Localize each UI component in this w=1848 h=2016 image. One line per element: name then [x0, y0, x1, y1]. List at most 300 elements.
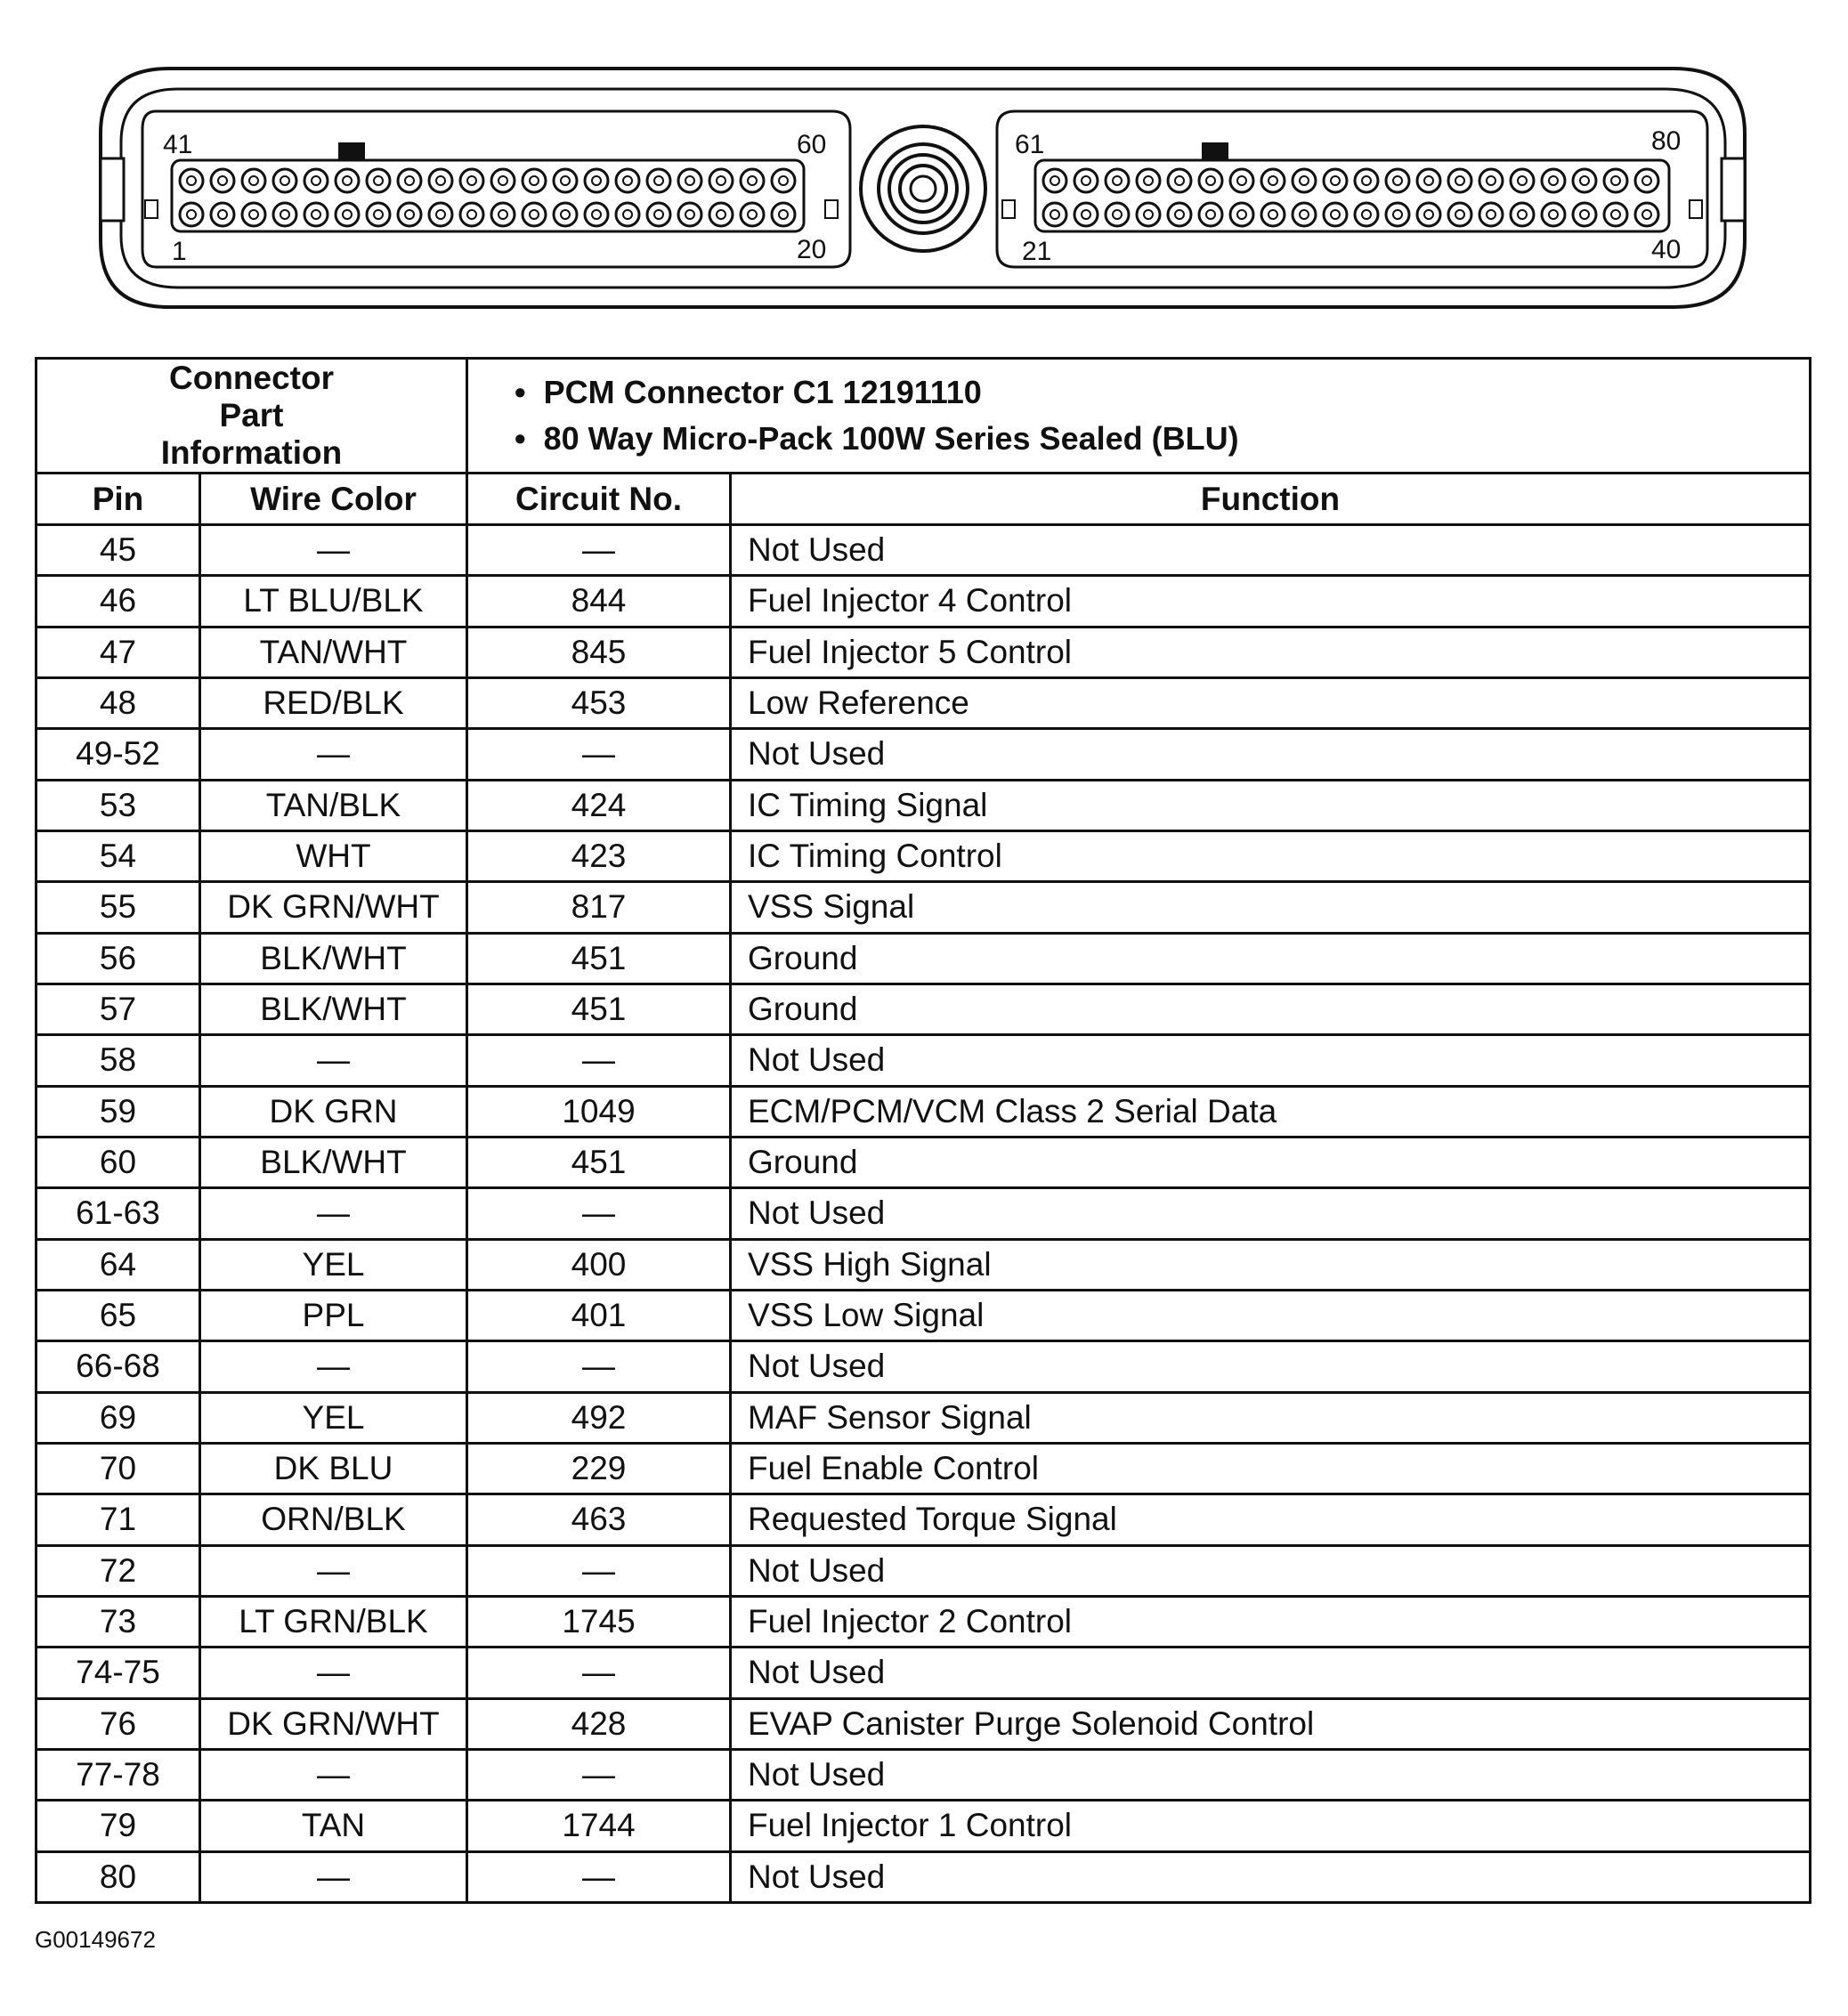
- cell-function: Ground: [731, 984, 1811, 1034]
- cell-circuit: —: [467, 1648, 731, 1698]
- pin-contact: [1082, 210, 1090, 219]
- pin-cavity: [678, 203, 701, 226]
- pin-contact: [1331, 210, 1340, 219]
- pin-cavity: [367, 203, 390, 226]
- pin-contact: [1549, 210, 1558, 219]
- pin-cavity: [616, 203, 639, 226]
- cell-wire-color: BLK/WHT: [200, 933, 467, 984]
- cell-wire-color: DK GRN: [200, 1086, 467, 1137]
- pin-contact: [1393, 210, 1402, 219]
- table-row: [36, 677, 1811, 728]
- pin-cavity: [1386, 169, 1409, 192]
- pin-cavity: [1542, 203, 1565, 226]
- pin-contact: [187, 176, 196, 185]
- housing-inner-outline: [121, 89, 1725, 287]
- left-latch: [101, 158, 124, 221]
- pin-cavity: [1635, 169, 1658, 192]
- cell-function: MAF Sensor Signal: [731, 1392, 1811, 1443]
- pin-contact: [1518, 176, 1527, 185]
- pin-contact: [685, 176, 694, 185]
- table-row: [36, 1086, 1811, 1137]
- cell-circuit: —: [467, 1341, 731, 1392]
- pin-cavity: [709, 203, 733, 226]
- cell-function: Not Used: [731, 729, 1811, 780]
- cell-wire-color: LT BLU/BLK: [200, 576, 467, 627]
- pin-cavity: [1417, 169, 1440, 192]
- cell-wire-color: LT GRN/BLK: [200, 1596, 467, 1647]
- pin-contact: [1455, 176, 1464, 185]
- pin-contact: [1082, 176, 1090, 185]
- table-row: [36, 1648, 1811, 1698]
- pin-contact: [343, 176, 352, 185]
- pin-cavity: [1417, 203, 1440, 226]
- pin-cavity: [242, 203, 265, 226]
- pin-contact: [561, 210, 570, 219]
- cell-function: Fuel Injector 5 Control: [731, 627, 1811, 677]
- cell-wire-color: YEL: [200, 1239, 467, 1290]
- pin-cavity: [1074, 203, 1098, 226]
- pin-contact: [623, 210, 632, 219]
- pin-cavity: [180, 203, 203, 226]
- table-row: [36, 1851, 1811, 1902]
- pin-cavity: [1324, 169, 1347, 192]
- cell-function: Fuel Enable Control: [731, 1443, 1811, 1494]
- table-row: [36, 576, 1811, 627]
- connector-part-info-heading: Connector Part Information: [36, 359, 467, 474]
- pin-contact: [1144, 210, 1153, 219]
- cell-wire-color: WHT: [200, 830, 467, 881]
- pin-contact: [530, 210, 539, 219]
- cell-function: Not Used: [731, 525, 1811, 576]
- cell-pin: 74-75: [36, 1648, 200, 1698]
- cell-function: Ground: [731, 933, 1811, 984]
- pin-cavity: [1261, 203, 1285, 226]
- cell-function: Not Used: [731, 1851, 1811, 1902]
- cell-pin: 70: [36, 1443, 200, 1494]
- cell-pin: 55: [36, 882, 200, 933]
- pin-contact: [1206, 176, 1215, 185]
- pin-cavity: [741, 169, 764, 192]
- cell-wire-color: —: [200, 1648, 467, 1698]
- pin-cavity: [1168, 169, 1191, 192]
- pin-contact: [1113, 210, 1122, 219]
- pin-cavity: [1448, 169, 1471, 192]
- housing-outline: [101, 69, 1745, 307]
- center-bolt-hole: [911, 176, 936, 201]
- table-row: [36, 1596, 1811, 1647]
- pin-contact: [1362, 176, 1371, 185]
- pin-contact: [748, 176, 757, 185]
- pin-cavity: [709, 169, 733, 192]
- connector-diagram: [0, 0, 1848, 320]
- label-pin-40: 40: [1651, 235, 1682, 264]
- table-row: [36, 627, 1811, 677]
- cell-circuit: 401: [467, 1290, 731, 1340]
- cell-function: Not Used: [731, 1188, 1811, 1239]
- cell-pin: 58: [36, 1035, 200, 1086]
- pin-cavity: [304, 169, 328, 192]
- cell-function: Not Used: [731, 1545, 1811, 1596]
- pin-contact: [1642, 176, 1651, 185]
- pin-cavity: [1043, 203, 1066, 226]
- pin-cavity: [523, 169, 546, 192]
- cell-wire-color: ORN/BLK: [200, 1494, 467, 1545]
- pin-contact: [779, 210, 788, 219]
- cell-function: Not Used: [731, 1341, 1811, 1392]
- table-row: [36, 1239, 1811, 1290]
- cell-pin: 72: [36, 1545, 200, 1596]
- pin-cavity: [1542, 169, 1565, 192]
- pin-cavity: [336, 169, 359, 192]
- cell-wire-color: —: [200, 1188, 467, 1239]
- cell-circuit: 453: [467, 677, 731, 728]
- pin-contact: [1206, 210, 1215, 219]
- cell-wire-color: —: [200, 729, 467, 780]
- cell-circuit: 1049: [467, 1086, 731, 1137]
- cell-function: Ground: [731, 1137, 1811, 1187]
- pin-cavity: [367, 169, 390, 192]
- label-pin-61: 61: [1015, 130, 1045, 159]
- cell-pin: 73: [36, 1596, 200, 1647]
- cell-wire-color: TAN: [200, 1801, 467, 1851]
- pin-cavity: [273, 169, 296, 192]
- pin-contact: [1424, 210, 1433, 219]
- cell-circuit: —: [467, 1545, 731, 1596]
- cell-pin: 45: [36, 525, 200, 576]
- pin-contact: [1268, 210, 1277, 219]
- pin-contact: [405, 176, 414, 185]
- col-header-pin: Pin: [36, 474, 200, 525]
- pin-contact: [1611, 210, 1620, 219]
- cell-circuit: 451: [467, 1137, 731, 1187]
- pin-contact: [1611, 176, 1620, 185]
- cell-pin: 60: [36, 1137, 200, 1187]
- table-row: [36, 1749, 1811, 1800]
- cell-wire-color: BLK/WHT: [200, 1137, 467, 1187]
- pin-cavity: [460, 203, 483, 226]
- pin-cavity: [772, 203, 795, 226]
- pin-contact: [1518, 210, 1527, 219]
- cell-circuit: —: [467, 729, 731, 780]
- cell-function: EVAP Canister Purge Solenoid Control: [731, 1698, 1811, 1749]
- pin-cavity: [1604, 169, 1627, 192]
- pin-contact: [343, 210, 352, 219]
- pin-cavity: [772, 169, 795, 192]
- cell-circuit: —: [467, 1851, 731, 1902]
- table-row: [36, 1341, 1811, 1392]
- pin-cavity: [1604, 203, 1627, 226]
- cell-pin: 66-68: [36, 1341, 200, 1392]
- cell-circuit: 424: [467, 780, 731, 830]
- cell-function: VSS High Signal: [731, 1239, 1811, 1290]
- pin-contact: [218, 176, 227, 185]
- pin-contact: [1393, 176, 1402, 185]
- cell-function: Not Used: [731, 1749, 1811, 1800]
- center-bolt-ring: [879, 144, 968, 233]
- info-item: • PCM Connector C1 12191110: [515, 369, 1809, 416]
- pin-contact: [1580, 210, 1589, 219]
- label-pin-41: 41: [163, 130, 193, 159]
- cell-circuit: 845: [467, 627, 731, 677]
- cell-circuit: 844: [467, 576, 731, 627]
- cell-wire-color: DK BLU: [200, 1443, 467, 1494]
- cell-circuit: 463: [467, 1494, 731, 1545]
- label-pin-60: 60: [797, 130, 827, 159]
- col-header-circuit: Circuit No.: [467, 474, 731, 525]
- left-side-notch-b: [825, 200, 838, 218]
- cell-circuit: —: [467, 525, 731, 576]
- pin-cavity: [491, 203, 515, 226]
- table-row: [36, 882, 1811, 933]
- right-side-notch-a: [1002, 200, 1015, 218]
- pin-cavity: [398, 169, 421, 192]
- pin-cavity: [1479, 169, 1503, 192]
- cell-circuit: 423: [467, 830, 731, 881]
- pin-contact: [1268, 176, 1277, 185]
- pin-contact: [249, 176, 258, 185]
- cell-wire-color: —: [200, 1545, 467, 1596]
- pin-contact: [1175, 176, 1184, 185]
- pin-contact: [1144, 176, 1153, 185]
- label-pin-80: 80: [1651, 126, 1682, 156]
- pin-cavity: [1635, 203, 1658, 226]
- cell-circuit: 451: [467, 933, 731, 984]
- cell-wire-color: TAN/BLK: [200, 780, 467, 830]
- cell-pin: 69: [36, 1392, 200, 1443]
- pin-contact: [436, 176, 445, 185]
- pin-cavity: [554, 203, 577, 226]
- cell-pin: 64: [36, 1239, 200, 1290]
- pin-contact: [312, 210, 320, 219]
- pin-contact: [1300, 210, 1309, 219]
- right-side-notch-b: [1690, 200, 1702, 218]
- pin-contact: [498, 210, 507, 219]
- pin-cavity: [1106, 169, 1129, 192]
- pin-cavity: [585, 169, 608, 192]
- cell-circuit: 428: [467, 1698, 731, 1749]
- pinout-table: [35, 357, 1812, 1904]
- pin-contact: [1487, 210, 1495, 219]
- pin-cavity: [1106, 203, 1129, 226]
- pin-contact: [561, 176, 570, 185]
- pin-contact: [1362, 210, 1371, 219]
- pin-contact: [1424, 176, 1433, 185]
- pin-contact: [654, 210, 663, 219]
- cell-pin: 47: [36, 627, 200, 677]
- table-row: [36, 933, 1811, 984]
- table-row: [36, 1035, 1811, 1086]
- cell-pin: 80: [36, 1851, 200, 1902]
- figure-id: G00149672: [35, 1926, 156, 1953]
- pin-contact: [530, 176, 539, 185]
- pin-cavity: [304, 203, 328, 226]
- pin-contact: [280, 210, 289, 219]
- pin-contact: [312, 176, 320, 185]
- cell-function: Fuel Injector 2 Control: [731, 1596, 1811, 1647]
- table-row: [36, 525, 1811, 576]
- center-bolt-ring-3: [900, 166, 946, 212]
- pin-cavity: [523, 203, 546, 226]
- pin-cavity: [1511, 169, 1534, 192]
- pin-cavity: [1479, 203, 1503, 226]
- cell-circuit: 492: [467, 1392, 731, 1443]
- pin-contact: [1549, 176, 1558, 185]
- pin-contact: [592, 210, 601, 219]
- pin-cavity: [741, 203, 764, 226]
- pin-cavity: [1511, 203, 1534, 226]
- cell-wire-color: DK GRN/WHT: [200, 1698, 467, 1749]
- pin-cavity: [1137, 169, 1160, 192]
- cell-function: VSS Low Signal: [731, 1290, 1811, 1340]
- pin-cavity: [1199, 169, 1222, 192]
- pin-contact: [717, 210, 725, 219]
- pin-contact: [1642, 210, 1651, 219]
- pin-cavity: [211, 169, 234, 192]
- table-row: [36, 1698, 1811, 1749]
- cell-circuit: —: [467, 1035, 731, 1086]
- table-row: [36, 1545, 1811, 1596]
- cell-wire-color: TAN/WHT: [200, 627, 467, 677]
- pin-contact: [498, 176, 507, 185]
- cell-wire-color: RED/BLK: [200, 677, 467, 728]
- pin-contact: [405, 210, 414, 219]
- cell-pin: 77-78: [36, 1749, 200, 1800]
- pin-cavity: [1074, 169, 1098, 192]
- pin-cavity: [1137, 203, 1160, 226]
- cell-circuit: —: [467, 1188, 731, 1239]
- pin-cavity: [1293, 203, 1316, 226]
- cell-pin: 53: [36, 780, 200, 830]
- pin-contact: [280, 176, 289, 185]
- cell-pin: 46: [36, 576, 200, 627]
- cell-pin: 71: [36, 1494, 200, 1545]
- table-row: [36, 1443, 1811, 1494]
- pin-contact: [1050, 210, 1059, 219]
- pin-cavity: [1324, 203, 1347, 226]
- pin-cavity: [211, 203, 234, 226]
- cell-function: VSS Signal: [731, 882, 1811, 933]
- cell-function: IC Timing Signal: [731, 780, 1811, 830]
- left-key-tab: [338, 142, 365, 160]
- cell-pin: 56: [36, 933, 200, 984]
- cell-pin: 49-52: [36, 729, 200, 780]
- table-row: [36, 1494, 1811, 1545]
- cell-circuit: 1744: [467, 1801, 731, 1851]
- table-row: [36, 1188, 1811, 1239]
- right-cavity: [997, 111, 1707, 267]
- cell-function: Requested Torque Signal: [731, 1494, 1811, 1545]
- pin-contact: [779, 176, 788, 185]
- pin-contact: [1300, 176, 1309, 185]
- table-row: [36, 1392, 1811, 1443]
- pin-contact: [218, 210, 227, 219]
- pin-cavity: [273, 203, 296, 226]
- pin-cavity: [1573, 169, 1596, 192]
- pin-contact: [1113, 176, 1122, 185]
- pin-cavity: [242, 169, 265, 192]
- pin-cavity: [491, 169, 515, 192]
- cell-function: Fuel Injector 4 Control: [731, 576, 1811, 627]
- cell-pin: 79: [36, 1801, 200, 1851]
- pin-contact: [1237, 210, 1246, 219]
- pin-cavity: [1448, 203, 1471, 226]
- pin-contact: [592, 176, 601, 185]
- cell-circuit: 229: [467, 1443, 731, 1494]
- cell-circuit: 1745: [467, 1596, 731, 1647]
- cell-wire-color: —: [200, 1341, 467, 1392]
- cell-pin: 76: [36, 1698, 200, 1749]
- pin-cavity: [647, 203, 670, 226]
- pin-contact: [1237, 176, 1246, 185]
- left-pin-frame: [172, 160, 804, 231]
- pin-contact: [1487, 176, 1495, 185]
- cell-pin: 54: [36, 830, 200, 881]
- pin-contact: [374, 176, 383, 185]
- pin-cavity: [616, 169, 639, 192]
- table-row: [36, 1137, 1811, 1187]
- pin-contact: [623, 176, 632, 185]
- cell-pin: 61-63: [36, 1188, 200, 1239]
- pinout-rows: [36, 525, 1811, 1903]
- pin-cavity: [336, 203, 359, 226]
- col-header-wire-color: Wire Color: [200, 474, 467, 525]
- pin-cavity: [1230, 169, 1253, 192]
- cell-function: Not Used: [731, 1648, 1811, 1698]
- pin-contact: [249, 210, 258, 219]
- label-pin-20: 20: [797, 235, 827, 264]
- pin-cavity: [1293, 169, 1316, 192]
- col-header-function: Function: [731, 474, 1811, 525]
- pin-contact: [1331, 176, 1340, 185]
- cell-function: ECM/PCM/VCM Class 2 Serial Data: [731, 1086, 1811, 1137]
- pin-contact: [1580, 176, 1589, 185]
- pin-cavity: [1230, 203, 1253, 226]
- cell-circuit: —: [467, 1749, 731, 1800]
- cell-wire-color: PPL: [200, 1290, 467, 1340]
- pin-cavity: [429, 203, 452, 226]
- table-row: [36, 984, 1811, 1034]
- pin-contact: [187, 210, 196, 219]
- pin-cavity: [1199, 203, 1222, 226]
- pin-contact: [717, 176, 725, 185]
- cell-function: Fuel Injector 1 Control: [731, 1801, 1811, 1851]
- cell-circuit: 400: [467, 1239, 731, 1290]
- pin-cavity: [1355, 169, 1378, 192]
- left-side-notch-a: [145, 200, 158, 218]
- pin-cavity: [647, 169, 670, 192]
- label-pin-21: 21: [1022, 237, 1052, 266]
- label-pin-1: 1: [172, 237, 187, 266]
- info-item: • 80 Way Micro-Pack 100W Series Sealed (BLU): [515, 416, 1809, 462]
- pin-contact: [467, 210, 476, 219]
- pin-contact: [1455, 210, 1464, 219]
- table-row: [36, 1801, 1811, 1851]
- cell-circuit: 817: [467, 882, 731, 933]
- pin-cavity: [1386, 203, 1409, 226]
- pin-cavity: [460, 169, 483, 192]
- cell-function: Low Reference: [731, 677, 1811, 728]
- cell-wire-color: YEL: [200, 1392, 467, 1443]
- pin-contact: [436, 210, 445, 219]
- pin-contact: [1050, 176, 1059, 185]
- cell-wire-color: —: [200, 525, 467, 576]
- connector-part-info: [467, 359, 1811, 474]
- cell-pin: 59: [36, 1086, 200, 1137]
- cell-wire-color: —: [200, 1749, 467, 1800]
- table-row: [36, 780, 1811, 830]
- pin-cavity: [1043, 169, 1066, 192]
- cell-pin: 57: [36, 984, 200, 1034]
